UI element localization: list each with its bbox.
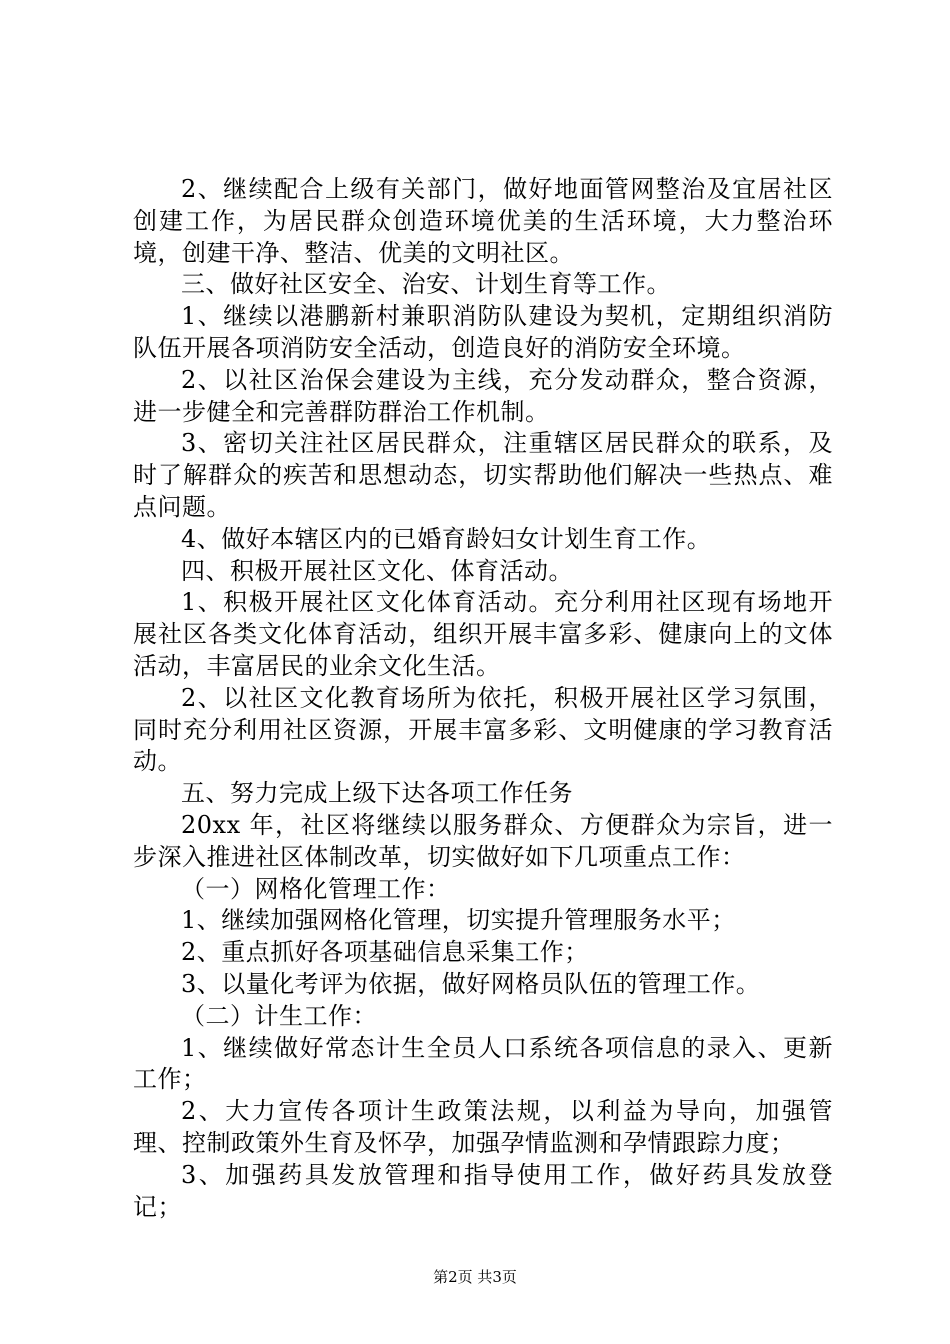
section-heading: 三、做好社区安全、治安、计划生育等工作。 bbox=[181, 270, 671, 299]
section-heading: 五、努力完成上级下达各项工作任务 bbox=[181, 779, 573, 808]
paragraph: 20xx 年，社区将继续以服务群众、方便群众为宗旨，进一步深入推进社区体制改革，切实做好如下几项重点工作： bbox=[133, 810, 833, 871]
section-heading: 四、积极开展社区文化、体育活动。 bbox=[181, 556, 573, 585]
subsection-heading: （二）计生工作： bbox=[181, 1001, 377, 1030]
paragraph: 3、加强药具发放管理和指导使用工作，做好药具发放登记； bbox=[133, 1160, 833, 1221]
subsection-heading: （一）网格化管理工作： bbox=[181, 874, 451, 903]
paragraph: 3、以量化考评为依据，做好网格员队伍的管理工作。 bbox=[181, 969, 761, 998]
paragraph: 1、积极开展社区文化体育活动。充分利用社区现有场地开展社区各类文化体育活动，组织开展丰富多彩、健康向上的文体活动，丰富居民的业余文化生活。 bbox=[133, 588, 833, 680]
paragraph: 2、继续配合上级有关部门，做好地面管网整治及宜居社区创建工作，为居民群众创造环境优美的生活环境，大力整治环境，创建干净、整洁、优美的文明社区。 bbox=[133, 175, 833, 267]
paragraph: 1、继续加强网格化管理，切实提升管理服务水平； bbox=[181, 906, 736, 935]
paragraph: 4、做好本辖区内的已婚育龄妇女计划生育工作。 bbox=[181, 524, 712, 553]
paragraph: 1、继续以港鹏新村兼职消防队建设为契机，定期组织消防队伍开展各项消防安全活动，创造良好的消防安全环境。 bbox=[133, 302, 833, 362]
page-number-footer: 第2页 共3页 bbox=[433, 1268, 517, 1286]
paragraph: 2、大力宣传各项计生政策法规，以利益为导向，加强管理、控制政策外生育及怀孕，加强孕情监测和孕情跟踪力度； bbox=[133, 1097, 833, 1157]
document-body bbox=[133, 174, 833, 1223]
paragraph: 2、以社区文化教育场所为依托，积极开展社区学习氛围，同时充分利用社区资源，开展丰富多彩、文明健康的学习教育活动。 bbox=[133, 683, 833, 776]
paragraph: 1、继续做好常态计生全员人口系统各项信息的录入、更新工作； bbox=[133, 1033, 833, 1094]
paragraph: 3、密切关注社区居民群众，注重辖区居民群众的联系，及时了解群众的疾苦和思想动态，切实帮助他们解决一些热点、难点问题。 bbox=[133, 429, 833, 521]
paragraph: 2、以社区治保会建设为主线，充分发动群众，整合资源，进一步健全和完善群防群治工作机制。 bbox=[133, 365, 833, 426]
paragraph: 2、重点抓好各项基础信息采集工作； bbox=[181, 938, 589, 967]
